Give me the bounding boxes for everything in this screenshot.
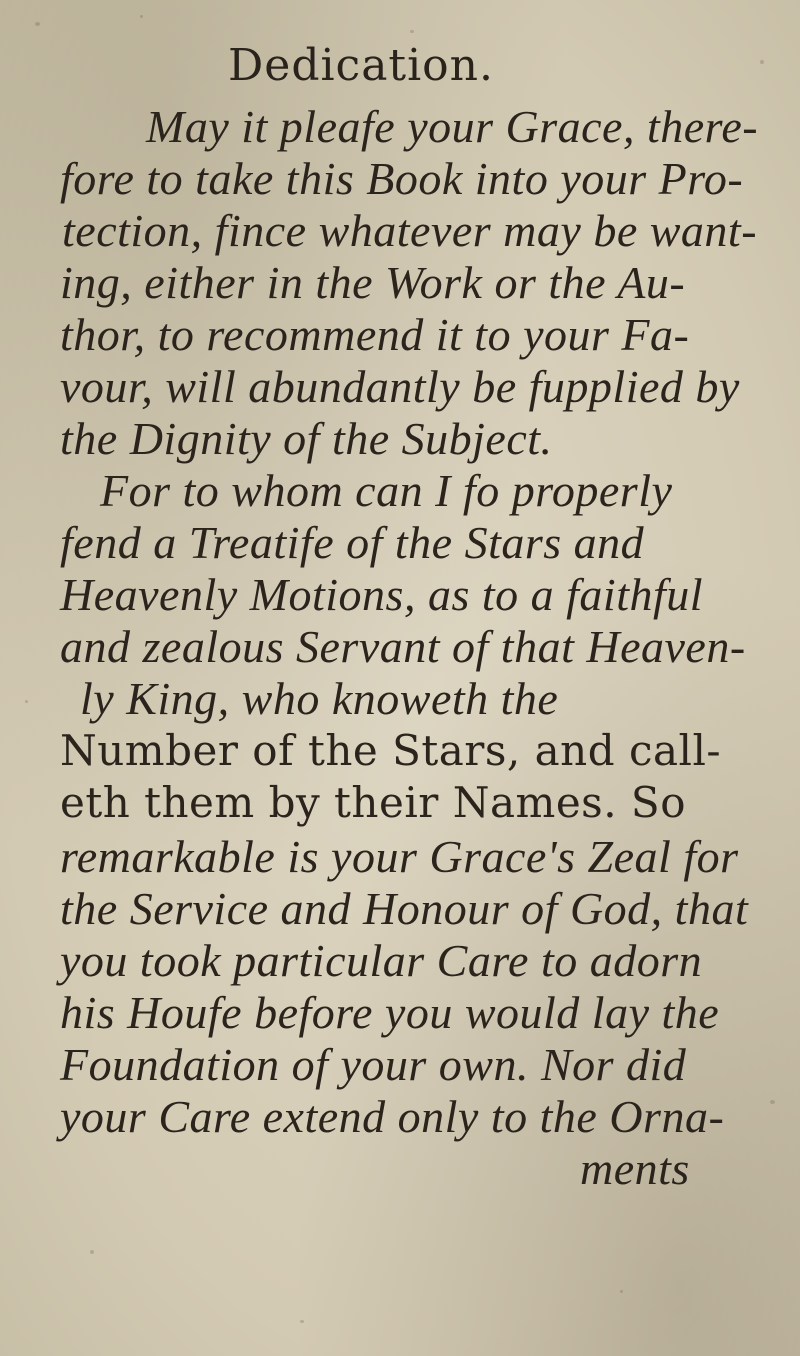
text-line: you took particular Care to adorn xyxy=(60,935,703,986)
text-line: Foundation of your own. Nor did xyxy=(60,1039,687,1090)
paper-speck xyxy=(35,22,40,26)
text-line: the Dignity of the Subject. xyxy=(60,413,553,464)
running-head: Dedication. xyxy=(228,40,494,91)
text-line: ly King, who knoweth the xyxy=(80,673,559,724)
text-line: fend a Treatife of the Stars and xyxy=(60,517,645,568)
text-line: vour, will abundantly be fupplied by xyxy=(60,361,740,412)
text-line: your Care extend only to the Orna- xyxy=(60,1091,725,1142)
text-line: Heavenly Motions, as to a faithful xyxy=(60,569,704,620)
text-line: remarkable is your Grace's Zeal for xyxy=(60,831,739,882)
text-line: and zealous Servant of that Heaven- xyxy=(60,621,746,672)
paper-speck xyxy=(760,60,764,64)
text-line: his Houfe before you would lay the xyxy=(60,987,720,1038)
paper-speck xyxy=(620,1290,623,1293)
paper-speck xyxy=(140,15,143,18)
text-line: ing, either in the Work or the Au- xyxy=(60,257,686,308)
text-line: For to whom can I fo properly xyxy=(100,465,673,516)
paper-speck xyxy=(90,1250,94,1254)
paper-speck xyxy=(300,1320,304,1323)
text-line: eth them by their Names. So xyxy=(60,778,686,827)
text-line: thor, to recommend it to your Fa- xyxy=(60,309,690,360)
catchword: ments xyxy=(580,1143,690,1194)
text-line: Number of the Stars, and call- xyxy=(60,726,722,775)
text-line: fore to take this Book into your Pro- xyxy=(60,153,744,204)
paper-speck xyxy=(410,30,414,33)
text-line: the Service and Honour of God, that xyxy=(60,883,749,934)
paper-speck xyxy=(770,1100,775,1104)
paper-speck xyxy=(25,700,28,703)
text-line: tection, fince whatever may be want- xyxy=(62,205,758,256)
text-line: May it pleafe your Grace, there- xyxy=(146,101,759,152)
